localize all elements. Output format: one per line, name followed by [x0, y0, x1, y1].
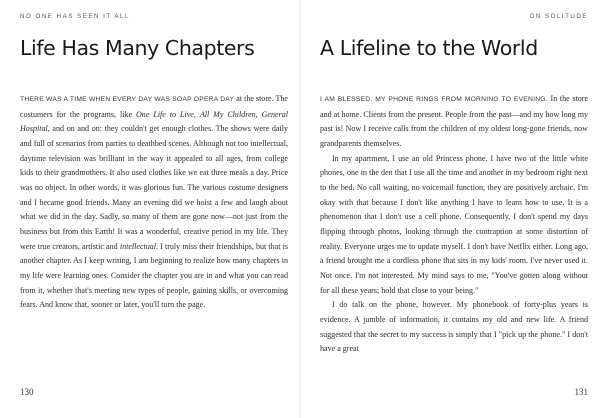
page-number: 131 — [574, 387, 588, 397]
lead-in: I AM BLESSED. MY PHONE RINGS FROM MORNING TO EVENING. — [320, 96, 548, 103]
text-segment: , and on and on: they couldn't get enough clothes. The shows were daily and full of scenarios from parties to deathbed scenes. Although not too intellectual, daytime television was brilliant in the way it appealed to all ages, from college kids to their grandmothers. It also used clothes like we eat three meals a day. Price was no object. In other words, it was glorious fun. The various costume designers and I became good friends. Many an evening did we hoist a few and laugh about what we did in the day. Sadly, so many of them are gone now—not just from the business but from this Earth! It was a wonderful, creative period in my life. They were true creators, artistic and — [20, 124, 288, 251]
paragraph: I do talk on the phone, however. My phonebook of forty-plus years is evidence. A jumble of information, it contains my old and new life. A friend suggested that the secret to my success is simply that I "pick up the phone." I don't have a great — [320, 300, 588, 354]
body-text — [320, 92, 588, 357]
text-segment: , — [255, 109, 262, 119]
emphasis: intellectual — [119, 241, 157, 251]
text-segment: at the store. The costumers for the programs, like — [20, 94, 288, 119]
chapter-title: Life Has Many Chapters — [20, 36, 255, 60]
text-segment: . I truly miss their friendships, but that is another chapter. As I keep writing, I am beginning to realize how many chapters in my life were learning ones. Consider the chapter you are in and what you can read from it, whether that's meeting new types of people, gaining skills, or overcoming fears. And know that, sooner or later, you'll turn the page. — [20, 241, 288, 310]
left-page — [20, 0, 288, 418]
chapter-title: A Lifeline to the World — [320, 36, 538, 60]
show-title: All My Children — [199, 109, 256, 119]
text-segment: In the store and at home. Clients from the present. People from the past—and my how long my past is! Now I receive calls from the children of my oldest long-gone friends, now grandparents themselves. — [320, 94, 588, 148]
text-segment: , — [193, 109, 200, 119]
paragraph: In my apartment, I use an old Princess phone. I have two of the little white phones, one in the den that I use all the time and another in my bedroom right next to the bed. No call waiting, no voicemail function, they are positively archaic. I'm okay with that because I don't like anything I have to learn how to use. It is a phenomenon that I don't use a cell phone. Consequently, I don't spend my days flipping through photos, looking through the contraption at some distortion of reality. Everyone urges me to update myself. I don't have Netflix either. Long ago, a friend brought me a cordless phone that sits in my kids' room. I've never used it. Not once. I'm not interested. My mind says to me, "You've gotten along without for all these years; hold that close to your being." — [320, 153, 588, 295]
body-text — [20, 92, 288, 313]
running-head-book-title: NO ONE HAS SEEN IT ALL — [20, 13, 130, 20]
gutter — [299, 0, 301, 418]
right-page — [320, 0, 588, 418]
paragraph — [20, 92, 288, 313]
lead-in: THERE WAS A TIME WHEN EVERY DAY WAS SOAP OPERA DAY — [20, 96, 235, 103]
show-title: One Life to Live — [136, 109, 194, 119]
show-title: General Hospital — [20, 109, 288, 134]
paragraph — [320, 92, 588, 152]
running-head-section: ON SOLITUDE — [529, 13, 588, 20]
page-number: 130 — [20, 387, 34, 397]
